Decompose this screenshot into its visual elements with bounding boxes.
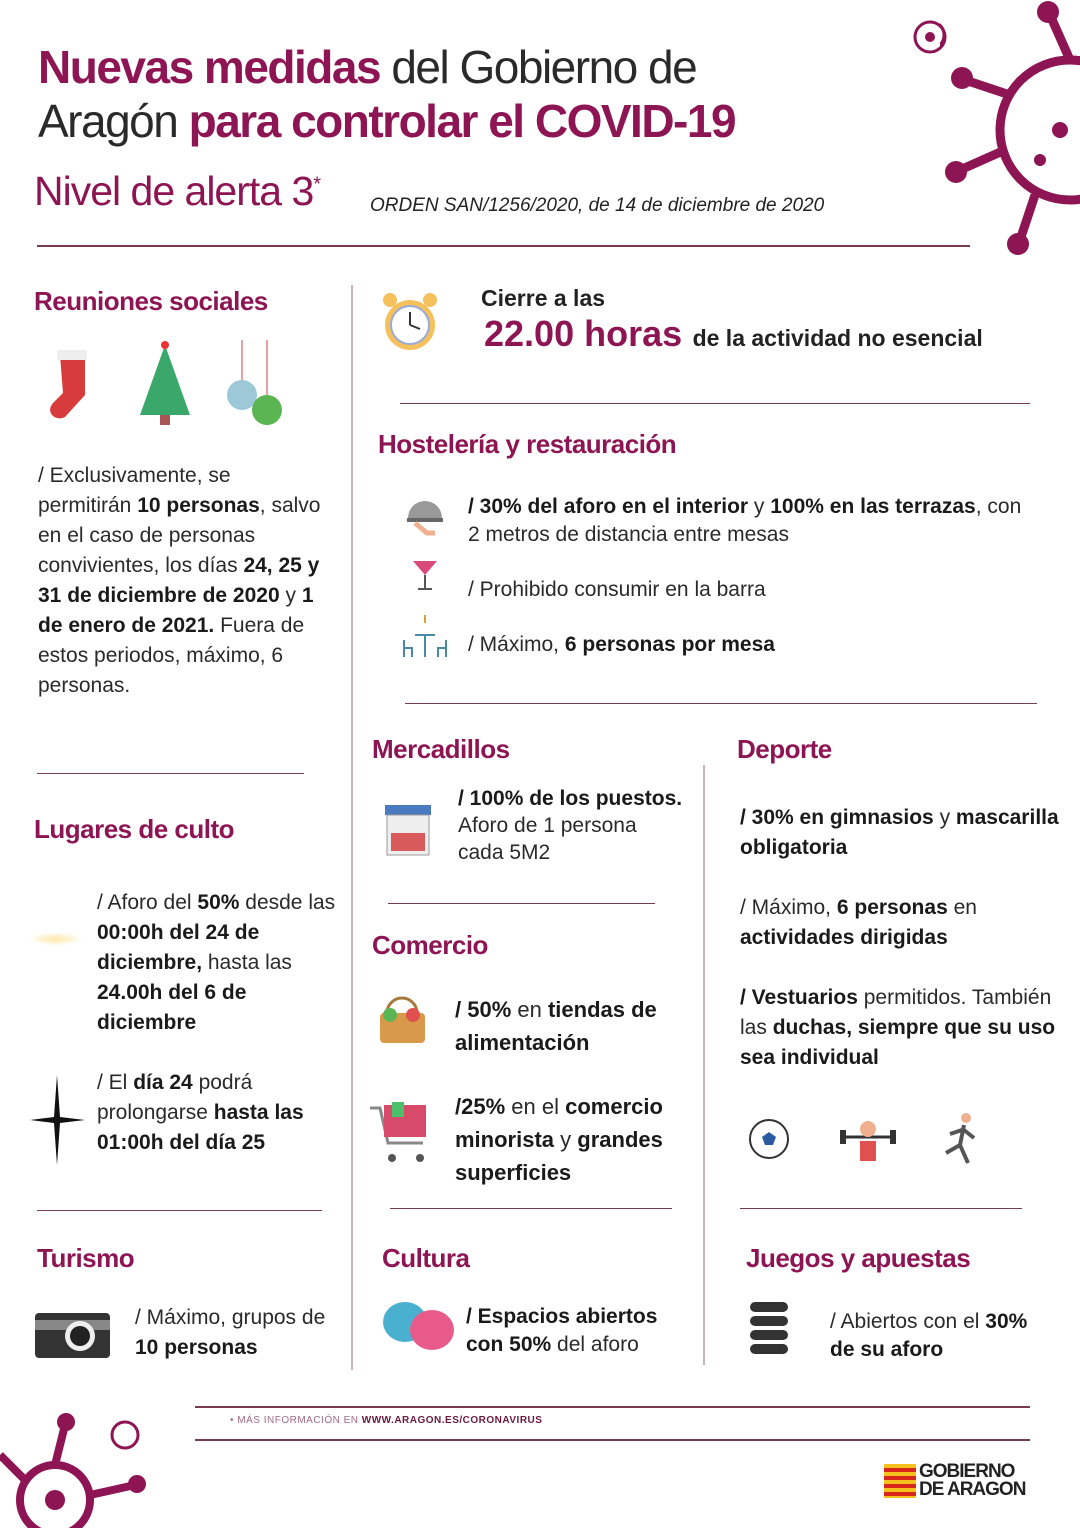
- small-virus-icon: [905, 12, 955, 62]
- divider: [390, 1208, 672, 1209]
- weightlifter-icon: [838, 1115, 898, 1170]
- hosteleria-item: [468, 630, 1028, 660]
- alarm-clock-icon: [380, 285, 440, 365]
- deporte-text-3: [740, 983, 1070, 1073]
- juegos-title: Juegos y apuestas: [746, 1243, 971, 1273]
- runner-icon: [940, 1110, 980, 1175]
- bold-text: grandes superficies: [455, 1127, 663, 1185]
- market-stall-icon: [383, 803, 433, 863]
- divider: [351, 285, 353, 1370]
- bold-text: 30% de su aforo: [830, 1310, 1028, 1361]
- ornaments-icon: [222, 340, 287, 435]
- title-line-2: [38, 94, 735, 148]
- bold-text: día 24: [133, 1071, 193, 1094]
- alert-level-mark: *: [313, 173, 321, 196]
- bold-text: /25%: [455, 1094, 506, 1119]
- text-segment: / Aforo del: [97, 891, 198, 914]
- text-segment: / Prohibido consumir en la barra: [468, 578, 766, 601]
- bold-text: / 50%: [455, 997, 512, 1022]
- text-segment: y: [933, 806, 956, 829]
- text-segment: / Abiertos con el: [830, 1310, 986, 1333]
- divider: [405, 703, 1037, 704]
- cloche-icon: [405, 493, 445, 543]
- bold-text: mascarilla obligatoria: [740, 806, 1059, 859]
- hosteleria-item: [468, 575, 1028, 605]
- divider: [37, 773, 304, 774]
- culto-text-2: [97, 1068, 342, 1158]
- closing-time-line: [484, 313, 983, 355]
- text-segment: podrá prolongarse: [97, 1071, 253, 1124]
- comercio-item: [455, 1090, 700, 1189]
- hosteleria-title: Hostelería y restauración: [378, 429, 677, 459]
- text-segment: permitidos. También las: [740, 986, 1052, 1039]
- text-segment: y: [554, 1127, 578, 1152]
- culto-title: Lugares de culto: [34, 814, 235, 844]
- text-segment: hasta las: [202, 951, 292, 974]
- stocking-icon: [45, 345, 105, 445]
- turismo-text: [135, 1303, 345, 1363]
- mercadillos-title: Mercadillos: [372, 734, 510, 764]
- alert-level: [34, 168, 320, 215]
- alert-level-text: Nivel de alerta 3: [34, 168, 314, 214]
- text-segment: Aragón: [38, 95, 189, 147]
- sparkle-icon: [28, 932, 83, 946]
- text-segment: y: [748, 495, 771, 518]
- text-segment: del Gobierno de: [380, 41, 697, 93]
- theater-masks-icon: [380, 1300, 460, 1360]
- camera-icon: [35, 1308, 110, 1363]
- deporte-text-2: [740, 893, 1060, 953]
- cocktail-icon: [410, 553, 440, 598]
- logo-line-2: DE ARAGON: [919, 1479, 1026, 1500]
- mercadillos-text: [458, 785, 683, 866]
- bold-text: 10 personas: [137, 494, 260, 517]
- divider: [195, 1406, 1030, 1408]
- text-segment: / El: [97, 1071, 134, 1094]
- bold-text: / 30% en gimnasios: [740, 806, 934, 829]
- text-segment: en: [511, 997, 548, 1022]
- virus-decoration-icon: [940, 0, 1080, 260]
- bold-text: 100% en las terrazas: [770, 495, 976, 518]
- text-segment: Fuera de estos periodos, máximo, 6 personas.: [38, 614, 305, 697]
- more-info: • MÁS INFORMACIÓN EN WWW.ARAGON.ES/CORONAVIRUS: [230, 1415, 543, 1426]
- text-segment: / Máximo,: [740, 896, 837, 919]
- title-line-1: [38, 40, 696, 94]
- divider: [740, 1208, 1022, 1209]
- text-segment: / Máximo, grupos de: [135, 1306, 326, 1329]
- star-icon: [30, 1075, 85, 1170]
- text-segment: , salvo en el caso de personas convivientes, los días: [38, 494, 321, 577]
- more-info-link[interactable]: WWW.ARAGON.ES/CORONAVIRUS: [361, 1415, 543, 1426]
- bold-text: actividades dirigidas: [740, 926, 948, 949]
- closing-post: de la actividad no esencial: [692, 325, 983, 351]
- turismo-title: Turismo: [37, 1243, 135, 1273]
- closing-pre: Cierre a las: [481, 285, 606, 311]
- soccer-ball-icon: [748, 1118, 790, 1165]
- bold-text: para controlar el COVID-19: [188, 95, 736, 147]
- bold-text: 6 personas por mesa: [564, 633, 775, 656]
- divider: [195, 1439, 1030, 1441]
- text-segment: / Exclusivamente, se permitirán: [38, 464, 231, 517]
- bold-text: / Espacios abiertos con 50%: [466, 1305, 658, 1356]
- bold-text: / 30% del aforo en el interior: [468, 495, 749, 518]
- divider: [37, 245, 970, 247]
- bold-text: hasta las 01:00h del día 25: [97, 1101, 304, 1154]
- bold-text: 50%: [197, 891, 240, 914]
- poker-chips-icon: [748, 1300, 793, 1363]
- reuniones-title: Reuniones sociales: [34, 286, 268, 316]
- text-segment: del aforo: [551, 1333, 639, 1356]
- bold-text: 1 de enero de 2021.: [38, 584, 314, 637]
- hosteleria-item: [468, 493, 1033, 549]
- bold-text: / Vestuarios: [740, 986, 858, 1009]
- text-segment: / Máximo,: [468, 633, 565, 656]
- gobierno-aragon-logo: [884, 1463, 1025, 1499]
- christmas-tree-icon: [135, 340, 195, 435]
- more-info-label: MÁS INFORMACIÓN EN: [237, 1415, 362, 1426]
- bold-text: 00:00h del 24 de diciembre,: [97, 921, 260, 974]
- deporte-title: Deporte: [737, 734, 832, 764]
- comercio-item: [455, 993, 690, 1059]
- bold-text: tiendas de alimentación: [455, 997, 657, 1055]
- logo-line-1: GOBIERNO: [919, 1461, 1015, 1482]
- text-segment: desde las: [239, 891, 336, 914]
- virus-decoration-bottom-icon: [0, 1410, 150, 1528]
- divider: [703, 765, 705, 1365]
- bold-text: 24.00h del 6 de diciembre: [97, 981, 247, 1034]
- bold-text: / 100% de los puestos.: [458, 787, 683, 810]
- aragon-flag-icon: [884, 1464, 916, 1498]
- cultura-text: [466, 1303, 696, 1359]
- reuniones-text: [38, 461, 323, 701]
- text-segment: en: [947, 896, 977, 919]
- basket-icon: [375, 993, 430, 1053]
- juegos-text: [830, 1308, 1050, 1364]
- closing-time: 22.00 horas: [484, 313, 683, 354]
- bold-text: Nuevas medidas: [38, 41, 381, 93]
- table-chairs-icon: [400, 615, 450, 665]
- shopping-cart-icon: [368, 1100, 433, 1170]
- bold-text: duchas, siempre que su uso sea individual: [740, 1016, 1056, 1069]
- bold-text: 24, 25 y 31 de diciembre de 2020: [38, 554, 320, 607]
- text-segment: , con 2 metros de distancia entre mesas: [468, 495, 1022, 546]
- text-segment: en el: [505, 1094, 566, 1119]
- order-reference: ORDEN SAN/1256/2020, de 14 de diciembre de 2020: [370, 195, 825, 216]
- divider: [37, 1210, 322, 1211]
- bold-text: comercio minorista: [455, 1094, 663, 1152]
- text-segment: Aforo de 1 persona cada 5M2: [458, 814, 637, 864]
- bold-text: 10 personas: [135, 1336, 258, 1359]
- text-segment: y: [279, 584, 302, 607]
- cultura-title: Cultura: [382, 1243, 470, 1273]
- comercio-title: Comercio: [372, 930, 488, 960]
- culto-text-1: [97, 888, 347, 1038]
- deporte-text-1: [740, 803, 1060, 863]
- divider: [388, 903, 655, 904]
- bold-text: 6 personas: [836, 896, 948, 919]
- divider: [400, 403, 1030, 404]
